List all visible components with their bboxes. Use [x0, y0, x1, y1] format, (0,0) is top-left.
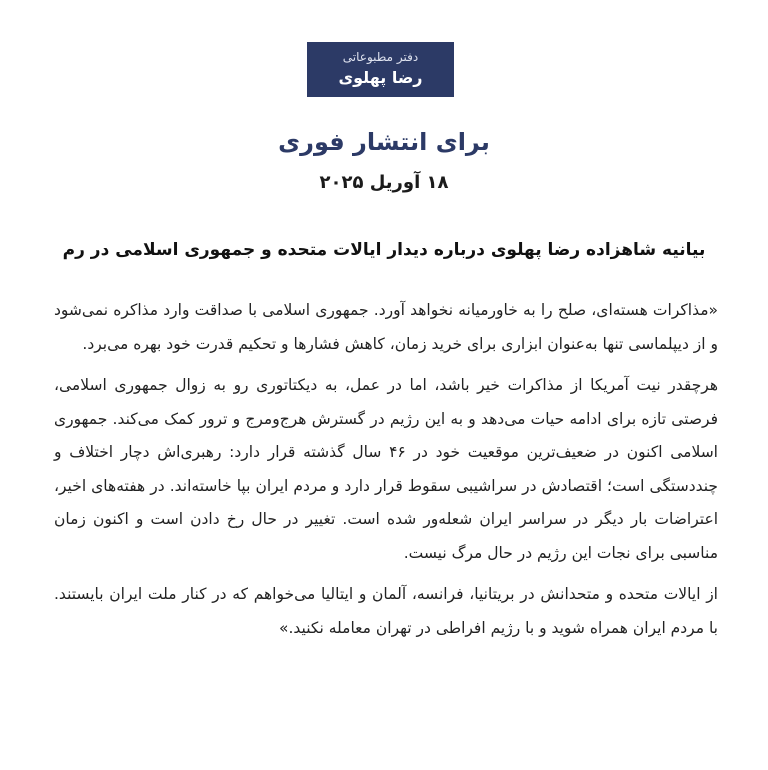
statement-headline: بیانیه شاهزاده رضا پهلوی درباره دیدار ایالات متحده و جمهوری اسلامی در رم: [62, 240, 706, 260]
statement-body: [54, 294, 718, 653]
paragraph-2: هرچقدر نیت آمریکا از مذاکرات خیر باشد، اما در عمل، به دیکتاتوری رو به زوال جمهوری اسلامی، فرصتی تازه برای ادامه حیات می‌دهد و به این رژیم در گسترش هرج‌ومرج و ترور کمک می‌کند. جمهوری اسلامی اکنون در ضعیف‌ترین موقعیت خود در ۴۶ سال گذشته قرار دارد: رهبری‌اش دچار اختلاف و چنددستگی است؛ اقتصادش در سراشیبی سقوط قرار دارد و مردم ایران بپا خاسته‌اند. در هفته‌های اخیر، اعتراضات بار دیگر در سراسر ایران شعله‌ور شده است. تغییر در حال رخ دادن است و اکنون زمان مناسبی برای نجات این رژیم در حال مرگ نیست.: [54, 376, 718, 562]
release-date: ۱۸ آوریل ۲۰۲۵: [319, 172, 449, 193]
logo-bottom-text: رضا پهلوی: [338, 68, 423, 87]
logo-top-text: دفتر مطبوعاتی: [342, 50, 419, 64]
paragraph-1: «مذاکرات هسته‌ای، صلح را به خاورمیانه نخواهد آورد. جمهوری اسلامی با صداقت وارد مذاکره نمی‌شود و از دیپلماسی تنها به‌عنوان ابزاری برای خرید زمان، کاهش فشارها و تحکیم قدرت خود بهره می‌برد.: [54, 301, 718, 353]
press-office-logo: [307, 42, 454, 97]
paragraph-3: از ایالات متحده و متحدانش در بریتانیا، فرانسه، آلمان و ایتالیا می‌خواهم که در کنار ملت ایران بایستند. با مردم ایران همراه شوید و با رژیم افراطی در تهران معامله نکنید.»: [54, 585, 718, 637]
release-title: برای انتشار فوری: [278, 128, 490, 156]
